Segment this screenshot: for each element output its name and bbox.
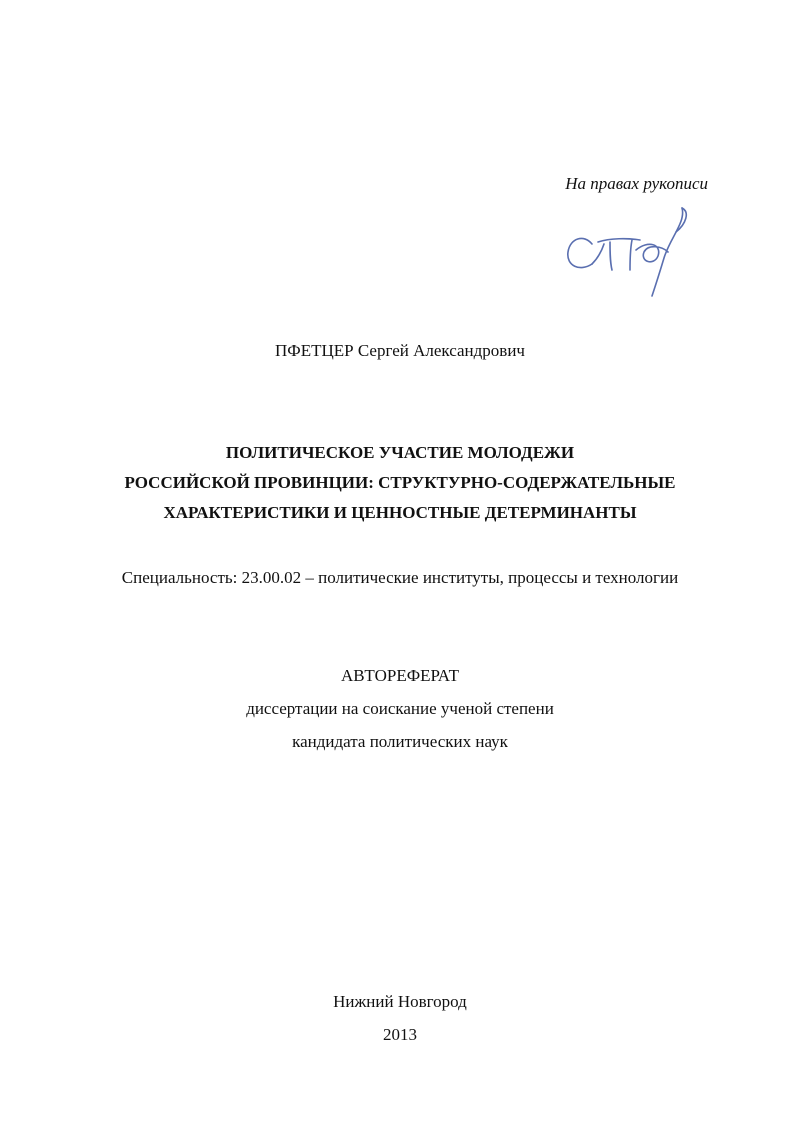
city: Нижний Новгород xyxy=(333,992,467,1011)
degree-line: кандидата политических наук xyxy=(292,732,508,751)
dissertation-title xyxy=(0,438,800,528)
title-line: ПОЛИТИЧЕСКОЕ УЧАСТИЕ МОЛОДЕЖИ xyxy=(225,443,575,462)
specialty-line: Специальность: 23.00.02 – политические институты, процессы и технологии xyxy=(121,568,679,587)
document-type: АВТОРЕФЕРАТ xyxy=(341,666,459,685)
title-line: РОССИЙСКОЙ ПРОВИНЦИИ: СТРУКТУРНО-СОДЕРЖАТЕЛЬНЫЕ xyxy=(124,473,676,492)
manuscript-note: На правах рукописи xyxy=(565,174,708,193)
year: 2013 xyxy=(383,1025,417,1044)
document-purpose: диссертации на соискание ученой степени xyxy=(246,699,554,718)
author-name: ПФЕТЦЕР Сергей Александрович xyxy=(275,341,525,360)
title-line: ХАРАКТЕРИСТИКИ И ЦЕННОСТНЫЕ ДЕТЕРМИНАНТЫ xyxy=(163,503,637,522)
handwritten-signature xyxy=(558,204,708,300)
